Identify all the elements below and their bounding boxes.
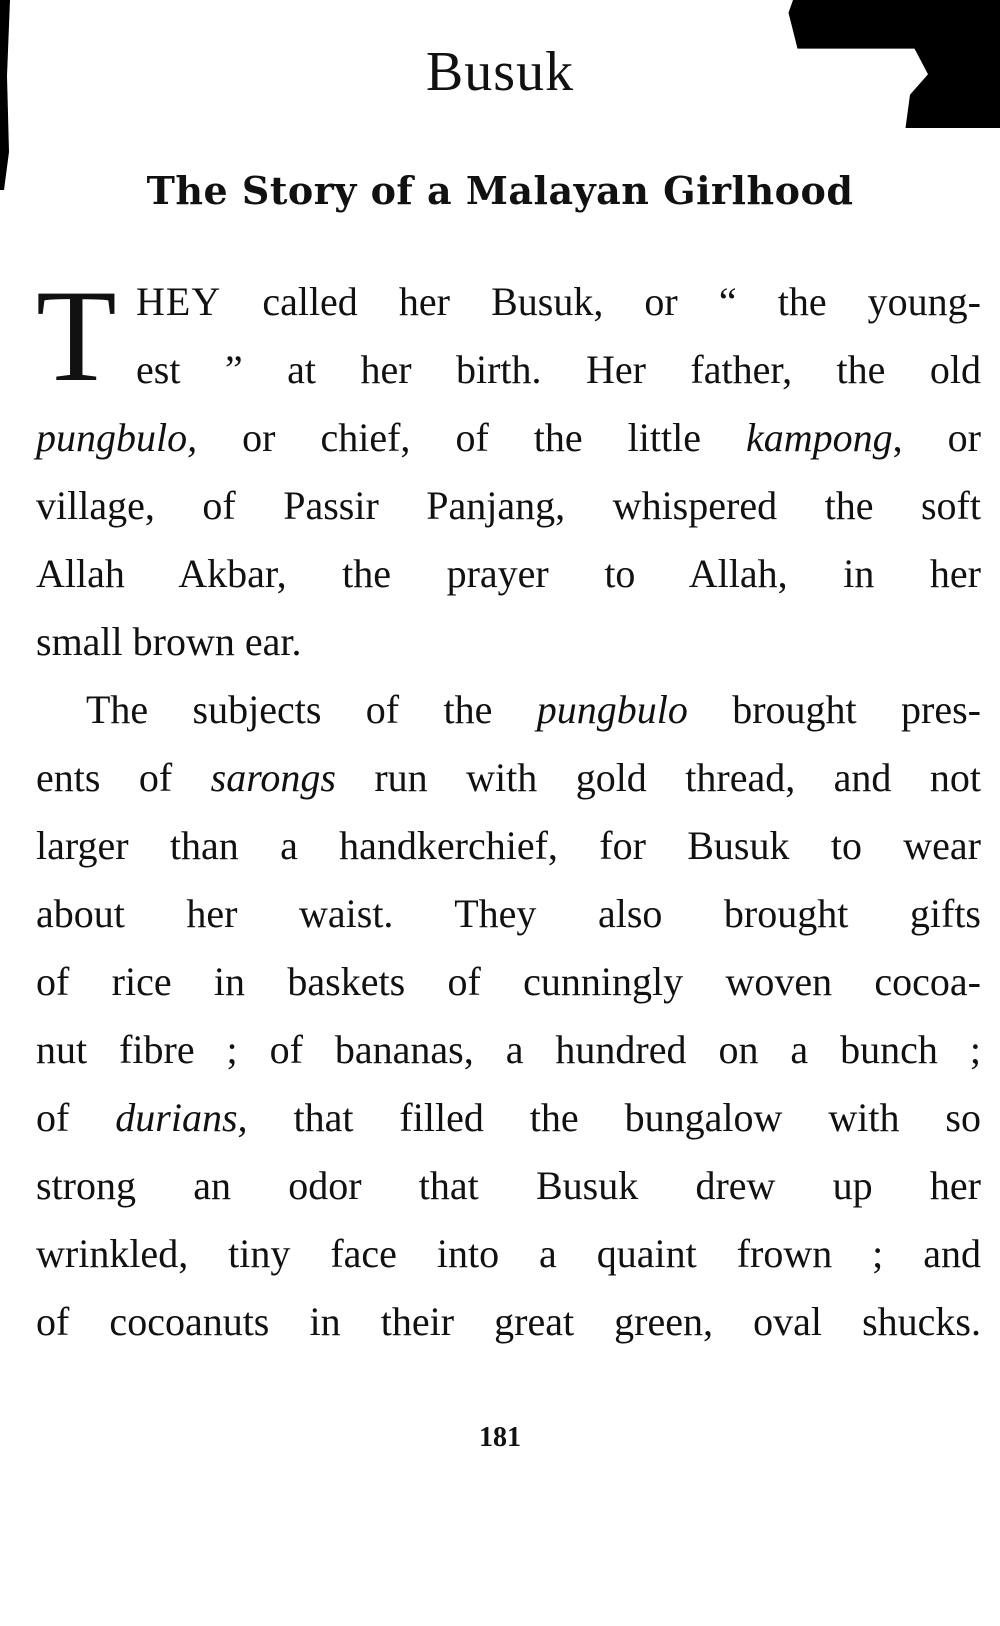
text-line: pungbulo, or chief, of the little kampong, or (36, 415, 981, 460)
text-line: ents of sarongs run with gold thread, and not (36, 755, 981, 800)
text-line: small brown ear. (36, 619, 302, 664)
text-line: of cocoanuts in their great green, oval shucks. (36, 1299, 981, 1344)
text-line: wrinkled, tiny face into a quaint frown ; and (36, 1231, 981, 1276)
page-number: 181 (479, 1422, 521, 1453)
body-text (36, 262, 981, 1356)
text-line: Allah Akbar, the prayer to Allah, in her (36, 551, 981, 596)
text-line: nut fibre ; of bananas, a hundred on a bunch ; (36, 1027, 981, 1072)
paragraph-1 (36, 262, 981, 676)
chapter-subtitle: The Story of a Malayan Girlhood (146, 168, 854, 213)
text-line: est ” at her birth. Her father, the old (136, 347, 981, 392)
text-line: of durians, that filled the bungalow with so (36, 1095, 981, 1140)
text-line: strong an odor that Busuk drew up her (36, 1163, 981, 1208)
text-line: of rice in baskets of cunningly woven cocoa- (36, 959, 981, 1004)
text-line: village, of Passir Panjang, whispered the soft (36, 483, 981, 528)
text-line: larger than a handkerchief, for Busuk to wear (36, 823, 981, 868)
drop-cap: T (36, 262, 117, 409)
text-line: about her waist. They also brought gifts (36, 891, 981, 936)
text-line: The subjects of the pungbulo brought pres- (86, 687, 981, 732)
text-line: HEY called her Busuk, or “ the young- (136, 279, 981, 324)
running-head: Busuk (425, 41, 575, 103)
paragraph-2 (36, 676, 981, 1356)
